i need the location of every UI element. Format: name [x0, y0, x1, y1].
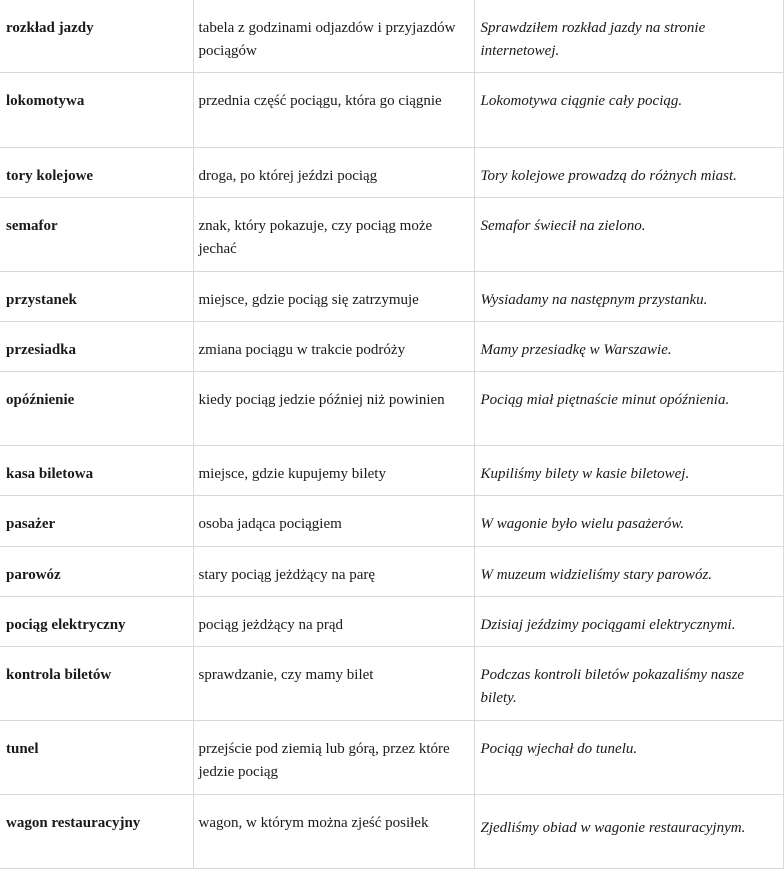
example-cell: Mamy przesiadkę w Warszawie.	[474, 321, 783, 371]
term-cell: rozkład jazdy	[0, 0, 193, 72]
definition-cell: przejście pod ziemią lub górą, przez które jedzie pociąg	[193, 720, 474, 794]
table-row	[0, 794, 783, 868]
table-row	[0, 596, 783, 646]
term-cell: tunel	[0, 720, 193, 794]
term-cell: opóźnienie	[0, 371, 193, 445]
table-row	[0, 495, 783, 546]
term-cell: semafor	[0, 197, 193, 271]
definition-cell: znak, który pokazuje, czy pociąg może jechać	[193, 197, 474, 271]
definition-cell: miejsce, gdzie kupujemy bilety	[193, 445, 474, 495]
example-cell: Lokomotywa ciągnie cały pociąg.	[474, 72, 783, 147]
table-row	[0, 0, 783, 72]
term-cell: pociąg elektryczny	[0, 596, 193, 646]
example-cell: Kupiliśmy bilety w kasie biletowej.	[474, 445, 783, 495]
example-cell: Pociąg wjechał do tunelu.	[474, 720, 783, 794]
example-cell: Zjedliśmy obiad w wagonie restauracyjnym.	[474, 794, 783, 868]
term-cell: parowóz	[0, 546, 193, 596]
table-row	[0, 445, 783, 495]
table-row	[0, 546, 783, 596]
table-row	[0, 72, 783, 147]
table-row	[0, 371, 783, 445]
definition-cell: sprawdzanie, czy mamy bilet	[193, 646, 474, 720]
term-cell: przystanek	[0, 271, 193, 321]
example-cell: Pociąg miał piętnaście minut opóźnienia.	[474, 371, 783, 445]
term-cell: kasa biletowa	[0, 445, 193, 495]
definition-cell: wagon, w którym można zjeść posiłek	[193, 794, 474, 868]
example-cell: W wagonie było wielu pasażerów.	[474, 495, 783, 546]
term-cell: przesiadka	[0, 321, 193, 371]
definition-cell: osoba jadąca pociągiem	[193, 495, 474, 546]
example-cell: Sprawdziłem rozkład jazdy na stronie internetowej.	[474, 0, 783, 72]
term-cell: lokomotywa	[0, 72, 193, 147]
definition-cell: droga, po której jeździ pociąg	[193, 147, 474, 197]
definition-cell: stary pociąg jeżdżący na parę	[193, 546, 474, 596]
definition-cell: pociąg jeżdżący na prąd	[193, 596, 474, 646]
example-cell: Dzisiaj jeździmy pociągami elektrycznymi.	[474, 596, 783, 646]
table-row	[0, 646, 783, 720]
term-cell: wagon restauracyjny	[0, 794, 193, 868]
definition-cell: zmiana pociągu w trakcie podróży	[193, 321, 474, 371]
definition-cell: kiedy pociąg jedzie później niż powinien	[193, 371, 474, 445]
example-cell: Tory kolejowe prowadzą do różnych miast.	[474, 147, 783, 197]
example-cell: Semafor świecił na zielono.	[474, 197, 783, 271]
definition-cell: tabela z godzinami odjazdów i przyjazdów pociągów	[193, 0, 474, 72]
definition-cell: przednia część pociągu, która go ciągnie	[193, 72, 474, 147]
term-cell: pasażer	[0, 495, 193, 546]
example-cell: W muzeum widzieliśmy stary parowóz.	[474, 546, 783, 596]
table-row	[0, 271, 783, 321]
table-row	[0, 720, 783, 794]
table-row	[0, 321, 783, 371]
term-cell: kontrola biletów	[0, 646, 193, 720]
example-cell: Wysiadamy na następnym przystanku.	[474, 271, 783, 321]
table-row	[0, 147, 783, 197]
table-row	[0, 197, 783, 271]
term-cell: tory kolejowe	[0, 147, 193, 197]
example-cell: Podczas kontroli biletów pokazaliśmy nasze bilety.	[474, 646, 783, 720]
definition-cell: miejsce, gdzie pociąg się zatrzymuje	[193, 271, 474, 321]
